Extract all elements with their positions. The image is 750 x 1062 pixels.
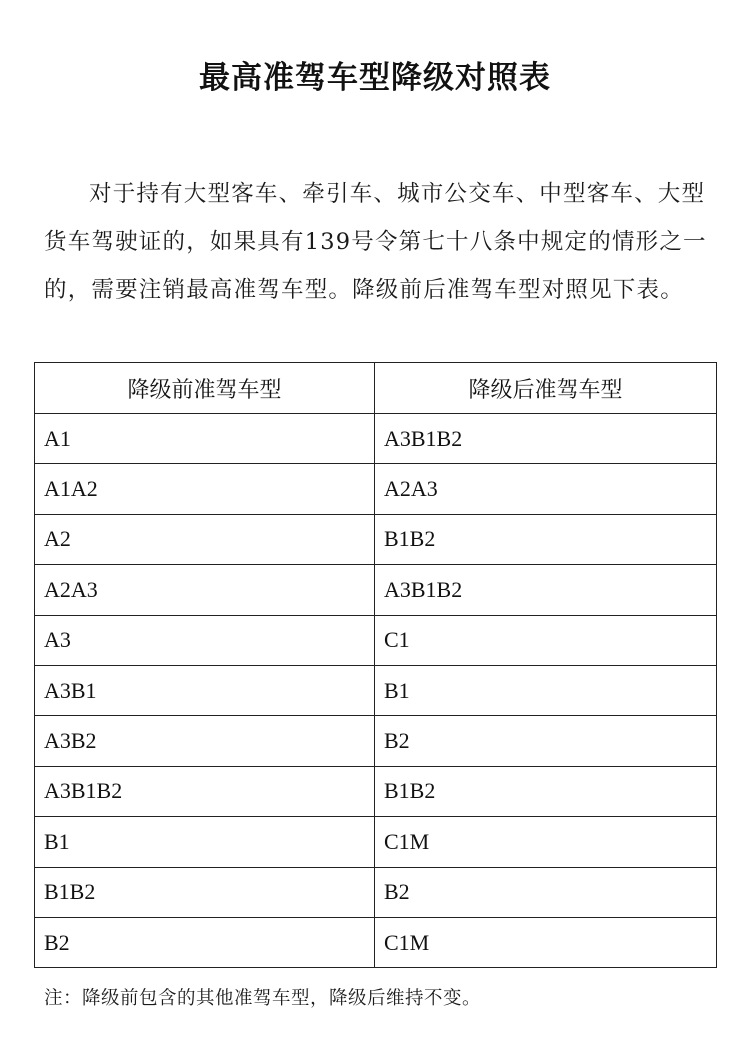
cell-before: A1 bbox=[35, 414, 375, 464]
cell-after: A2A3 bbox=[375, 464, 717, 514]
cell-after: B2 bbox=[375, 867, 717, 917]
cell-before: A2A3 bbox=[35, 565, 375, 615]
cell-before: A3B2 bbox=[35, 716, 375, 766]
table-row bbox=[35, 414, 717, 464]
cell-after: C1M bbox=[375, 917, 717, 967]
cell-before: B2 bbox=[35, 917, 375, 967]
cell-after: A3B1B2 bbox=[375, 565, 717, 615]
table-header-row bbox=[35, 363, 717, 414]
cell-after: B2 bbox=[375, 716, 717, 766]
cell-before: A3B1 bbox=[35, 665, 375, 715]
cell-before: B1 bbox=[35, 817, 375, 867]
table-row bbox=[35, 716, 717, 766]
cell-after: B1 bbox=[375, 665, 717, 715]
cell-after: B1B2 bbox=[375, 514, 717, 564]
header-before: 降级前准驾车型 bbox=[35, 363, 375, 414]
table-row bbox=[35, 917, 717, 967]
table-row bbox=[35, 615, 717, 665]
table-row bbox=[35, 665, 717, 715]
cell-after: C1M bbox=[375, 817, 717, 867]
cell-before: A3 bbox=[35, 615, 375, 665]
table-row bbox=[35, 464, 717, 514]
table-row bbox=[35, 565, 717, 615]
downgrade-table bbox=[34, 362, 717, 968]
cell-before: A1A2 bbox=[35, 464, 375, 514]
table-row bbox=[35, 514, 717, 564]
header-after: 降级后准驾车型 bbox=[375, 363, 717, 414]
table-row bbox=[35, 766, 717, 816]
intro-paragraph: 对于持有大型客车、牵引车、城市公交车、中型客车、大型货车驾驶证的，如果具有139号令第七十八条中规定的情形之一的，需要注销最高准驾车型。降级前后准驾车型对照见下表。 bbox=[44, 181, 707, 303]
document-title: 最高准驾车型降级对照表 bbox=[199, 60, 551, 96]
cell-before: A2 bbox=[35, 514, 375, 564]
table-row bbox=[35, 817, 717, 867]
footnote: 注：降级前包含的其他准驾车型，降级后维持不变。 bbox=[44, 988, 482, 1009]
cell-after: A3B1B2 bbox=[375, 414, 717, 464]
cell-before: A3B1B2 bbox=[35, 766, 375, 816]
cell-after: C1 bbox=[375, 615, 717, 665]
cell-before: B1B2 bbox=[35, 867, 375, 917]
cell-after: B1B2 bbox=[375, 766, 717, 816]
table-row bbox=[35, 867, 717, 917]
